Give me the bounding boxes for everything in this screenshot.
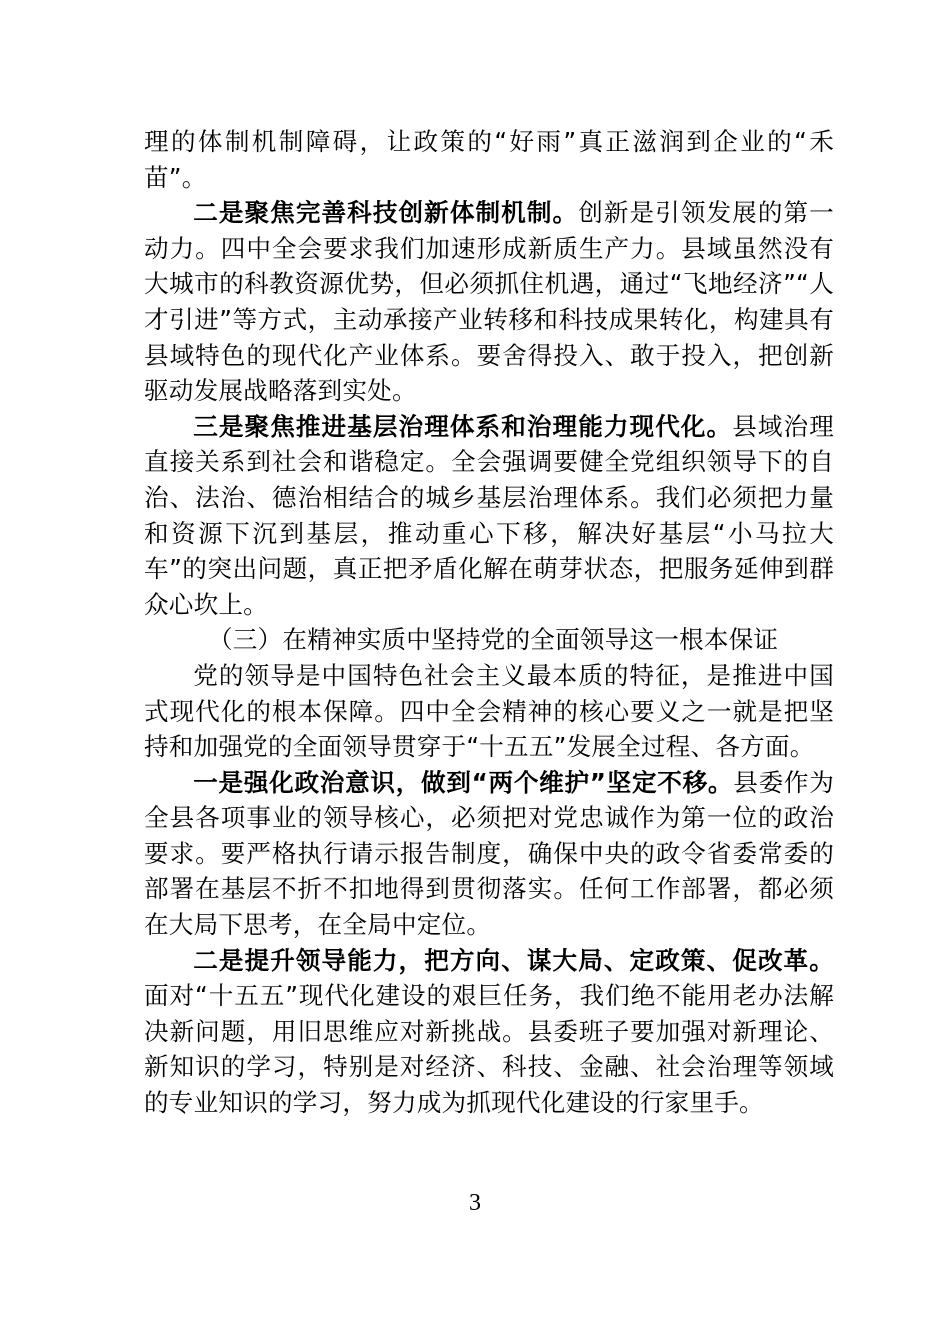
paragraph-text: 创新是引领发展的第一动力。四中全会要求我们加速形成新质生产力。县域虽然没有大城市的科教资源优势，但必须抓住机遇，通过“飞地经济”“人才引进”等方式，主动承接产业转移和科技成果转化，构建具有县域特色的现代化产业体系。要舍得投入、敢于投入，把创新驱动发展战略落到实处。 xyxy=(144,198,834,406)
paragraph-lead: 一是强化政治意识，做到“两个维护”坚定不移。 xyxy=(193,767,734,797)
paragraph-political-awareness xyxy=(144,765,834,943)
paragraph-party-leadership-intro xyxy=(144,658,834,765)
paragraph-text: 县委作为全县各项事业的领导核心，必须把对党忠诚作为第一位的政治要求。要严格执行请示报告制度，确保中央的政令省委常委的部署在基层不折不扣地得到贯彻落实。任何工作部署，都必须在大局下思考，在全局中定位。 xyxy=(144,767,834,940)
paragraph-text: （三）在精神实质中坚持党的全面领导这一根本保证 xyxy=(207,625,779,655)
paragraph-text: 党的领导是中国特色社会主义最本质的特征，是推进中国式现代化的根本保障。四中全会精神的核心要义之一就是把坚持和加强党的全面领导贯穿于“十五五”发展全过程、各方面。 xyxy=(144,660,834,762)
paragraph-text: 县域治理直接关系到社会和谐稳定。全会强调要健全党组织领导下的自治、法治、德治相结合的城乡基层治理体系。我们必须把力量和资源下沉到基层，推动重心下移，解决好基层“小马拉大车”的突出问题，真正把矛盾化解在萌芽状态，把服务延伸到群众心坎上。 xyxy=(144,411,834,619)
document-body xyxy=(144,124,834,1121)
paragraph-continuation xyxy=(144,124,834,195)
paragraph-grassroots-governance xyxy=(144,409,834,623)
paragraph-text: 面对“十五五”现代化建设的艰巨任务，我们绝不能用老办法解决新问题，用旧思维应对新挑战。县委班子要加强对新理论、新知识的学习，特别是对经济、科技、金融、社会治理等领域的专业知识的学习，努力成为抓现代化建设的行家里手。 xyxy=(144,981,834,1118)
page-number: 3 xyxy=(469,1190,481,1216)
section-heading xyxy=(144,622,834,658)
paragraph-science-innovation xyxy=(144,195,834,409)
paragraph-lead: 三是聚焦推进基层治理体系和治理能力现代化。 xyxy=(193,411,733,441)
paragraph-lead: 二是聚焦完善科技创新体制机制。 xyxy=(193,198,579,228)
paragraph-lead: 二是提升领导能力，把方向、谋大局、定政策、促改革。 xyxy=(193,945,834,975)
paragraph-text: 理的体制机制障碍，让政策的“好雨”真正滋润到企业的“禾苗”。 xyxy=(144,127,834,192)
paragraph-leadership-ability xyxy=(144,943,834,1121)
